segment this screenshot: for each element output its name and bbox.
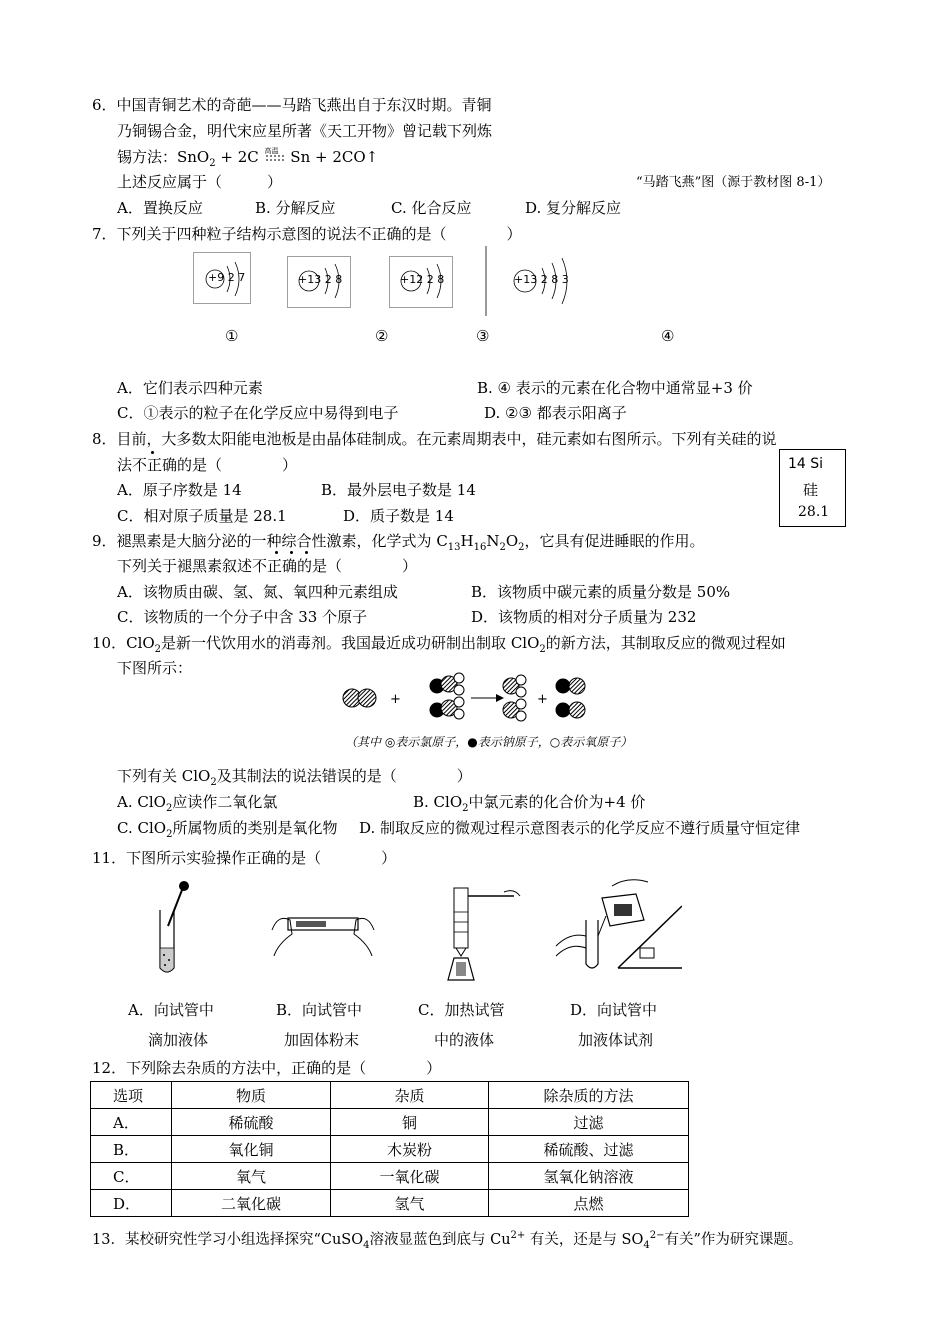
- table-cell: 点燃: [489, 1190, 689, 1217]
- svg-text:+: +: [390, 692, 401, 707]
- periodic-table-cell: [779, 449, 846, 527]
- q9-line2: 下列关于褪黑素叙述不正确的是（ ）: [117, 557, 418, 575]
- table-cell: 氧化铜: [172, 1136, 331, 1163]
- table-cell: C．: [91, 1163, 172, 1190]
- q11-caption-d-line2: 加液体试剂: [578, 1031, 654, 1049]
- q6-option-b: B. 分解反应: [255, 199, 336, 217]
- q7-label-1: ①: [225, 327, 239, 345]
- q9-line1: 9．褪黑素是大脑分泌的一种综合性激素，化学式为 $C_{13}H_{16}N_2O_2$，它具有促进睡眠的作用。: [92, 532, 705, 553]
- q7-label-2: ②: [375, 327, 389, 345]
- dropper-test-tube-figure: [150, 880, 200, 980]
- q8-option-d: D．质子数是 14: [343, 507, 454, 525]
- q8-line1: 8．目前，大多数太阳能电池板是由晶体硅制成。在元素周期表中，硅元素如右图所示。下列有关硅的说: [92, 430, 777, 448]
- atom-diagram-1: [193, 252, 251, 304]
- atom-label-4: +13 2 8 3: [514, 273, 569, 286]
- table-cell: 木炭粉: [331, 1136, 489, 1163]
- emphasis-dot: [290, 551, 293, 554]
- q11-caption-b-line1: B．向试管中: [276, 1001, 363, 1019]
- table-cell: 氧气: [172, 1163, 331, 1190]
- horizontal-tube-figure: [268, 900, 378, 960]
- q7-option-b: B. ④ 表示的元素在化合物中通常显+3 价: [477, 379, 753, 397]
- q10-line1: 10．ClO$_2$是新一代饮用水的消毒剂。我国最近成功研制出制取 ClO$_2$的新方法，其制取反应的微观过程如: [92, 634, 786, 655]
- q7-option-c: C．①表示的粒子在化学反应中易得到电子: [117, 404, 399, 422]
- emphasis-dot: [151, 451, 154, 454]
- q9-option-b: B．该物质中碳元素的质量分数是 50%: [471, 583, 731, 601]
- q8-option-c: C．相对原子质量是 28.1: [117, 507, 287, 525]
- q12-stem: 12．下列除去杂质的方法中，正确的是（ ）: [92, 1059, 442, 1077]
- atom-diagram-4: [508, 252, 584, 308]
- vertical-divider: [484, 246, 488, 316]
- q10-option-a: A. ClO$_2$应读作二氧化氯: [117, 793, 278, 814]
- table-cell: 铜: [331, 1109, 489, 1136]
- atom-label-3: +12 2 8: [400, 273, 445, 286]
- q10-option-b: B. ClO$_2$中氯元素的化合价为+4 价: [413, 793, 646, 814]
- q10-line3: 下列有关 ClO$_2$及其制法的说法错误的是（ ）: [117, 767, 472, 788]
- q10-option-c: C. ClO$_2$所属物质的类别是氧化物: [117, 819, 338, 840]
- reaction-legend: （其中 ◎表示氯原子，●表示钠原子，○表示氧原子）: [345, 735, 633, 749]
- emphasis-dot: [305, 551, 308, 554]
- table-cell: 氢气: [331, 1190, 489, 1217]
- q7-label-3: ③: [476, 327, 490, 345]
- table-cell: B．: [91, 1136, 172, 1163]
- table-header-row: [91, 1082, 689, 1109]
- table-header-cell: 除杂质的方法: [489, 1082, 689, 1109]
- q11-caption-a-line1: A．向试管中: [128, 1001, 214, 1019]
- q6-option-a: A．置换反应: [117, 199, 203, 217]
- table-row: [91, 1163, 689, 1190]
- q11-caption-c-line1: C．加热试管: [418, 1001, 505, 1019]
- q6-line2: 乃铜锡合金，明代宋应星所著《天工开物》曾记载下列炼: [117, 122, 493, 140]
- q6-option-c: C. 化合反应: [391, 199, 472, 217]
- table-cell: 一氧化碳: [331, 1163, 489, 1190]
- q7-option-d: D. ②③ 都表示阳离子: [484, 404, 627, 422]
- emphasis-dot: [275, 551, 278, 554]
- atom-diagram-3: [389, 256, 453, 308]
- table-cell: 稀硫酸、过滤: [489, 1136, 689, 1163]
- q9-option-a: A．该物质由碳、氢、氮、氧四种元素组成: [117, 583, 398, 601]
- q6-line4: 上述反应属于（ ）: [117, 173, 283, 191]
- q10-option-d: D. 制取反应的微观过程示意图表示的化学反应不遵行质量守恒定律: [359, 819, 801, 837]
- element-name: 硅: [803, 481, 819, 499]
- element-number-symbol: 14 Si: [788, 456, 824, 472]
- table-row: [91, 1136, 689, 1163]
- reaction-condition: 高温: [264, 147, 279, 155]
- q8-option-b: B．最外层电子数是 14: [321, 481, 476, 499]
- svg-text:+: +: [537, 692, 548, 707]
- table-header-cell: 杂质: [331, 1082, 489, 1109]
- q8-option-a: A．原子序数是 14: [117, 481, 242, 499]
- element-mass: 28.1: [798, 504, 830, 520]
- table-cell: 二氧化碳: [172, 1190, 331, 1217]
- reaction-micro-diagram: [336, 668, 626, 728]
- table-cell: D．: [91, 1190, 172, 1217]
- atom-label-1: +9 2 7: [208, 271, 246, 284]
- q10-line2: 下图所示：: [117, 659, 193, 677]
- q6-figure-caption: “马踏飞燕”图（源于教材图 8-1）: [636, 175, 831, 190]
- q9-option-d: D．该物质的相对分子质量为 232: [471, 608, 697, 626]
- table-header-cell: 选项: [91, 1082, 172, 1109]
- table-cell: A．: [91, 1109, 172, 1136]
- table-cell: 氢氧化钠溶液: [489, 1163, 689, 1190]
- table-cell: 过滤: [489, 1109, 689, 1136]
- q9-option-c: C．该物质的一个分子中含 33 个原子: [117, 608, 368, 626]
- q11-caption-a-line2: 滴加液体: [148, 1031, 209, 1049]
- table-row: [91, 1109, 689, 1136]
- q6-line1: 6．中国青铜艺术的奇葩——马踏飞燕出自于东汉时期。青铜: [92, 96, 492, 114]
- impurity-table: [90, 1081, 689, 1217]
- table-row: [91, 1190, 689, 1217]
- q6-option-d: D. 复分解反应: [525, 199, 622, 217]
- q11-caption-b-line2: 加固体粉末: [284, 1031, 360, 1049]
- atom-diagram-2: [287, 256, 351, 308]
- q13-stem: 13．某校研究性学习小组选择探究“CuSO$_4$溶液显蓝色到底与 $Cu^{2+}$ 有关，还是与 $SO_4^{2-}$有关”作为研究课题。: [92, 1230, 803, 1251]
- pouring-liquid-figure: [552, 876, 682, 976]
- q6-equation: 锡方法：SnO$_2$ + 2C 高温 Sn + 2CO↑: [117, 147, 378, 167]
- atom-label-2: +13 2 8: [298, 273, 343, 286]
- table-cell: 稀硫酸: [172, 1109, 331, 1136]
- heating-test-tube-figure: [434, 882, 524, 982]
- table-header-cell: 物质: [172, 1082, 331, 1109]
- q11-caption-d-line1: D．向试管中: [570, 1001, 658, 1019]
- q7-stem: 7．下列关于四种粒子结构示意图的说法不正确的是（ ）: [92, 225, 522, 243]
- q7-label-4: ④: [661, 327, 675, 345]
- q8-line2: 法不正确的是（ ）: [117, 456, 298, 474]
- q11-stem: 11．下图所示实验操作正确的是（ ）: [92, 849, 397, 867]
- q7-option-a: A．它们表示四种元素: [117, 379, 263, 397]
- q11-caption-c-line2: 中的液体: [434, 1031, 495, 1049]
